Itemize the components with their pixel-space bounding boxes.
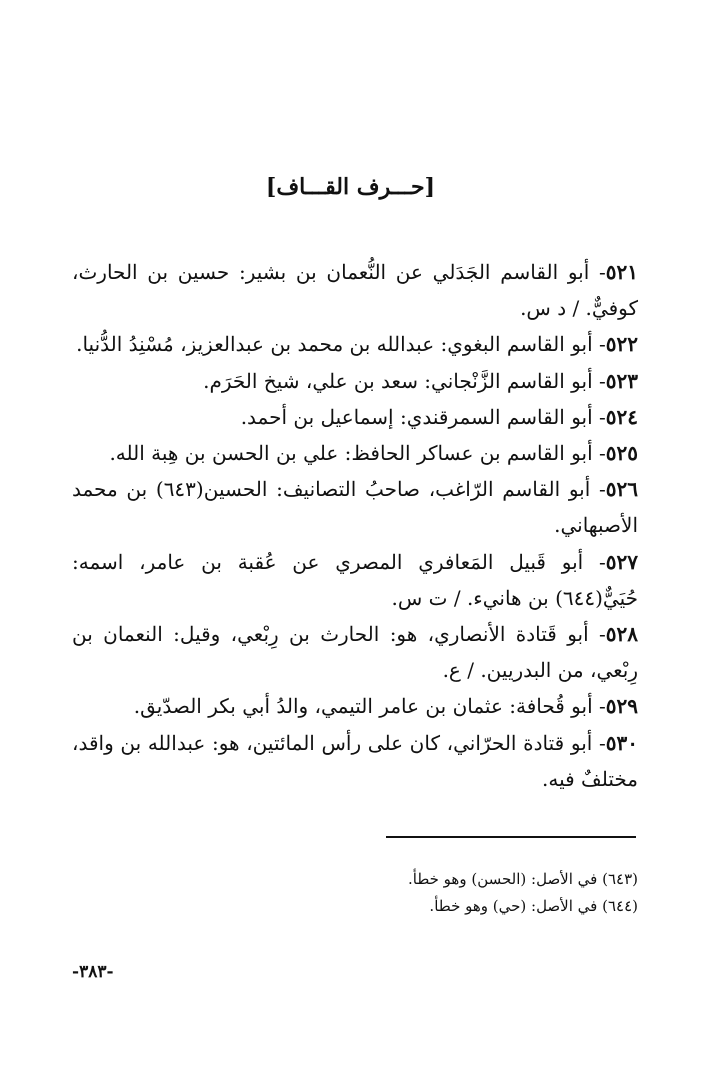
entry-text: - أبو القاسم الزَّنْجاني: سعد بن علي، شيخ الحَرَم.: [203, 368, 606, 393]
entry-text: - أبو قَبيل المَعافري المصري عن عُقبة بن عامر، اسمه: حُيَيٌّ(٦٤٤) بن هانيء. / ت س.: [72, 549, 638, 610]
entry-522: [72, 326, 638, 362]
entry-523: [72, 363, 638, 399]
entry-text: - أبو قُحافة: عثمان بن عامر التيمي، والدُ أبي بكر الصدّيق.: [133, 694, 606, 719]
section-heading: [حـــرف القـــاف]: [265, 174, 436, 200]
entry-number: ٥٣٠: [605, 730, 638, 755]
entry-number: ٥٢٣: [605, 368, 638, 393]
entry-524: [72, 399, 638, 435]
footnote-644: (٦٤٤) في الأصل: (حي) وهو خطأ.: [429, 897, 638, 915]
entry-number: ٥٢٤: [605, 404, 638, 429]
entry-text: - أبو القاسم بن عساكر الحافظ: علي بن الحسن بن هِبة الله.: [109, 441, 606, 466]
entry-text: - أبو قَتادة الأنصاري، هو: الحارث بن رِبْعي، وقيل: النعمان بن رِبْعي، من البدريين. / ع.: [72, 622, 638, 683]
entry-text: - أبو القاسم الرّاغب، صاحبُ التصانيف: الحسين(٦٤٣) بن محمد الأصبهاني.: [72, 477, 638, 538]
footnotes: [72, 866, 638, 920]
entry-525: [72, 435, 638, 471]
entry-529: [72, 688, 638, 724]
footnote-643: (٦٤٣) في الأصل: (الحسن) وهو خطأ.: [407, 870, 638, 888]
footnote-divider: [386, 836, 636, 838]
page-number: -٣٨٣-: [72, 962, 114, 982]
entries-list: [72, 254, 638, 797]
entry-text: - أبو القاسم البغوي: عبدالله بن محمد بن عبدالعزيز، مُسْنِدُ الدُّنيا.: [76, 332, 606, 357]
entry-521: [72, 254, 638, 326]
entry-number: ٥٢٧: [605, 549, 638, 574]
entry-number: ٥٢٦: [605, 477, 638, 502]
entry-text: - أبو قتادة الحرّاني، كان على رأس المائتين، هو: عبدالله بن واقد، مختلفٌ فيه.: [72, 730, 638, 791]
entry-528: [72, 616, 638, 688]
entry-number: ٥٢٥: [605, 441, 638, 466]
entry-text: - أبو القاسم السمرقندي: إسماعيل بن أحمد.: [240, 404, 606, 429]
entry-526: [72, 471, 638, 543]
entry-number: ٥٢٨: [605, 622, 638, 647]
entry-527: [72, 544, 638, 616]
entry-number: ٥٢١: [605, 260, 638, 284]
entry-number: ٥٢٢: [605, 332, 638, 357]
entry-text: - أبو القاسم الجَدَلي عن النُّعمان بن بشير: حسين بن الحارث، كوفيٌّ. / د س.: [72, 260, 638, 321]
entry-number: ٥٢٩: [605, 694, 638, 719]
entry-530: [72, 725, 638, 797]
